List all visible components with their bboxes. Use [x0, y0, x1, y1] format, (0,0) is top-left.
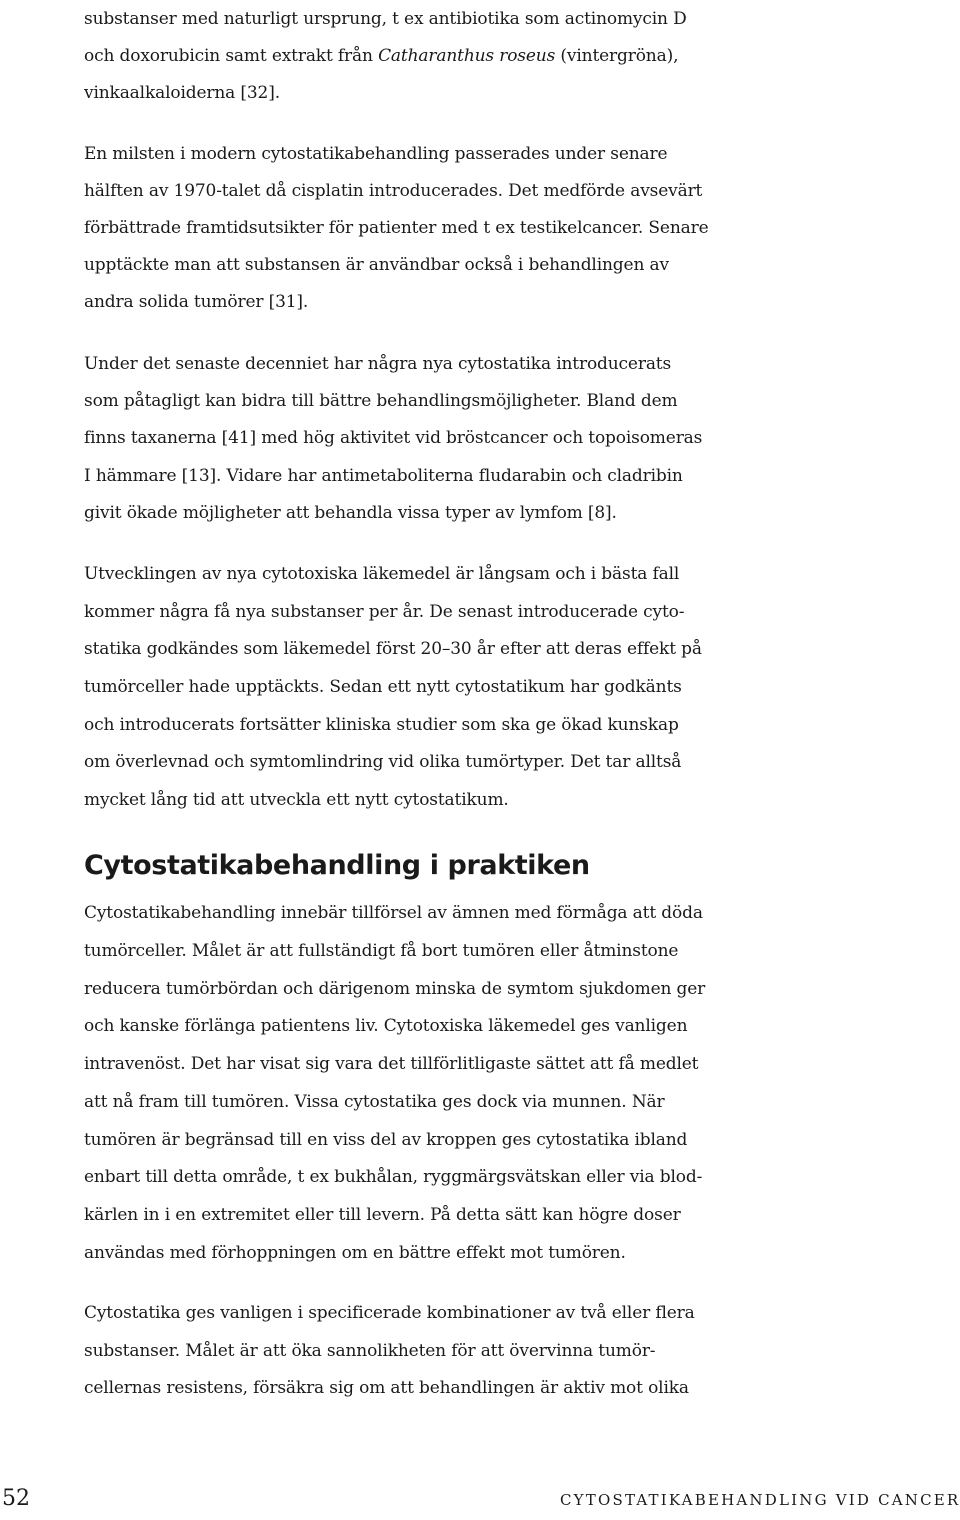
- text-line: Cytostatikabehandling innebär tillförsel av ämnen med förmåga att döda: [84, 903, 703, 923]
- text-line: I hämmare [13]. Vidare har antimetaboliterna fludarabin och cladribin: [84, 466, 683, 486]
- text-line: om överlevnad och symtomlindring vid olika tumörtyper. Det tar alltså: [84, 752, 682, 772]
- text-span: och doxorubicin samt extrakt från: [84, 46, 379, 66]
- text-line: intravenöst. Det har visat sig vara det tillförlitligaste sättet att få medlet: [84, 1054, 699, 1074]
- text-line: tumörceller. Målet är att fullständigt få bort tumören eller åtminstone: [84, 941, 679, 961]
- text-line: upptäckte man att substansen är användbar också i behandlingen av: [84, 255, 669, 275]
- text-line: kärlen in i en extremitet eller till levern. På detta sätt kan högre doser: [84, 1205, 681, 1225]
- text-line: hälften av 1970-talet då cisplatin introducerades. Det medförde avsevärt: [84, 181, 703, 201]
- text-line: förbättrade framtidsutsikter för patienter med t ex testikelcancer. Senare: [84, 218, 709, 238]
- text-span: (vintergröna),: [555, 46, 679, 66]
- text-line: givit ökade möjligheter att behandla vissa typer av lymfom [8].: [84, 503, 617, 523]
- text-line: [84, 41, 960, 71]
- text-line: vinkaalkaloiderna [32].: [84, 83, 280, 103]
- text-line: Utvecklingen av nya cytotoxiska läkemedel är långsam och i bästa fall: [84, 564, 680, 584]
- text-line: enbart till detta område, t ex bukhålan, ryggmärgsvätskan eller via blod-: [84, 1167, 703, 1187]
- text-line: tumören är begränsad till en viss del av kroppen ges cytostatika ibland: [84, 1130, 688, 1150]
- text-line: och introducerats fortsätter kliniska studier som ska ge ökad kunskap: [84, 715, 679, 735]
- text-line: andra solida tumörer [31].: [84, 292, 309, 312]
- section-heading: Cytostatikabehandling i praktiken: [84, 850, 590, 881]
- running-footer-title: CYTOSTATIKABEHANDLING VID CANCER: [560, 1491, 960, 1509]
- text-line: substanser. Målet är att öka sannolikheten för att övervinna tumör-: [84, 1341, 656, 1361]
- text-line: användas med förhoppningen om en bättre effekt mot tumören.: [84, 1243, 626, 1263]
- text-line: mycket lång tid att utveckla ett nytt cytostatikum.: [84, 790, 509, 810]
- text-line: cellernas resistens, försäkra sig om att behandlingen är aktiv mot olika: [84, 1378, 689, 1398]
- text-line: reducera tumörbördan och därigenom minska de symtom sjukdomen ger: [84, 979, 706, 999]
- text-line: En milsten i modern cytostatikabehandling passerades under senare: [84, 144, 668, 164]
- text-line: tumörceller hade upptäckts. Sedan ett nytt cytostatikum har godkänts: [84, 677, 682, 697]
- text-line: kommer några få nya substanser per år. De senast introducerade cyto-: [84, 602, 685, 622]
- page-number: 52: [2, 1486, 30, 1511]
- text-line: som påtagligt kan bidra till bättre behandlingsmöjligheter. Bland dem: [84, 391, 678, 411]
- text-line: substanser med naturligt ursprung, t ex antibiotika som actinomycin D: [84, 9, 687, 29]
- text-line: statika godkändes som läkemedel först 20–30 år efter att deras effekt på: [84, 639, 702, 659]
- text-line: finns taxanerna [41] med hög aktivitet vid bröstcancer och topoisomeras: [84, 428, 703, 448]
- italic-species-name: Catharanthus roseus: [378, 46, 556, 66]
- text-line: Cytostatika ges vanligen i specificerade kombinationer av två eller flera: [84, 1303, 695, 1323]
- text-line: att nå fram till tumören. Vissa cytostatika ges dock via munnen. När: [84, 1092, 665, 1112]
- text-line: och kanske förlänga patientens liv. Cytotoxiska läkemedel ges vanligen: [84, 1016, 688, 1036]
- text-line: Under det senaste decenniet har några nya cytostatika introducerats: [84, 354, 672, 374]
